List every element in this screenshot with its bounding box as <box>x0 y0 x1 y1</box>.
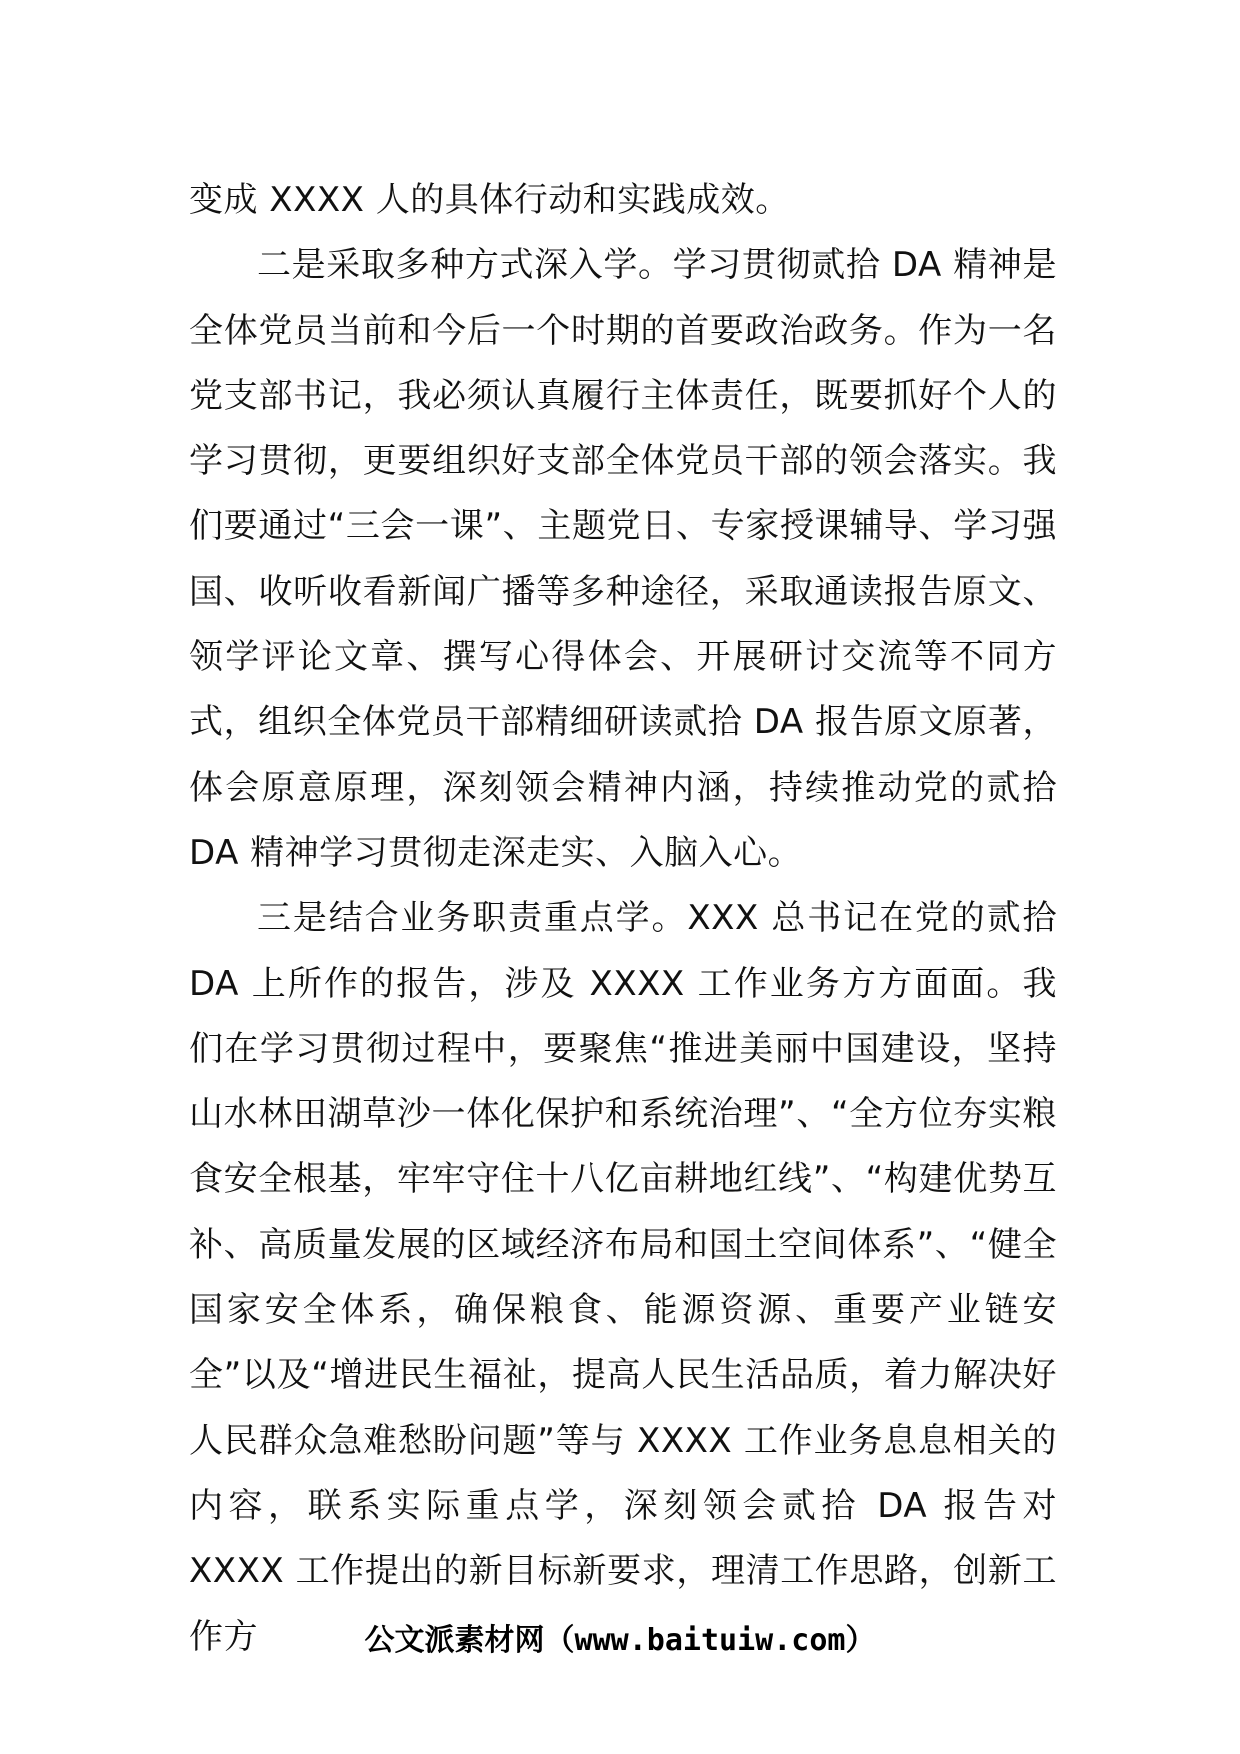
paragraph-1: 变成 XXXX 人的具体行动和实践成效。 <box>189 180 790 220</box>
footer-open-paren: （ <box>544 1623 575 1658</box>
footer-site-name: 公文派素材网 <box>364 1623 545 1658</box>
document-body <box>189 168 1057 1670</box>
paragraph-2: 二是采取多种方式深入学。学习贯彻贰拾 DA 精神是全体党员当前和今后一个时期的首要政治政务。作为一名党支部书记，我必须认真履行主体责任，既要抓好个人的学习贯彻，更要组织好支部全体党员干部的领会落实。我们要通过“三会一课”、主题党日、专家授课辅导、学习强国、收听收看新闻广播等多种途径，采取通读报告原文、领学评论文章、撰写心得体会、开展研讨交流等不同方式，组织全体党员干部精细研读贰拾 DA 报告原文原著，体会原意原理，深刻领会精神内涵，持续推动党的贰拾 DA 精神学习贯彻走深走实、入脑入心。 <box>189 245 1057 873</box>
footer-watermark <box>0 1615 1240 1659</box>
footer-url: www.baituiw.com <box>574 1623 846 1658</box>
footer-close-paren: ） <box>845 1623 876 1658</box>
paragraph-3: 三是结合业务职责重点学。XXX 总书记在党的贰拾 DA 上所作的报告，涉及 XXXX 工作业务方方面面。我们在学习贯彻过程中，要聚焦“推进美丽中国建设，坚持山水林田湖草沙一体化保护和系统治理”、“全方位夯实粮食安全根基，牢牢守住十八亿亩耕地红线”、“构建优势互补、高质量发展的区域经济布局和国土空间体系”、“健全国家安全体系，确保粮食、能源资源、重要产业链安全”以及“增进民生福祉，提高人民生活品质，着力解决好人民群众急难愁盼问题”等与 XXXX 工作业务息息相关的内容，联系实际重点学，深刻领会贰拾 DA 报告对 XXXX 工作提出的新目标新要求，理清工作思路，创新工作方 <box>189 898 1057 1657</box>
